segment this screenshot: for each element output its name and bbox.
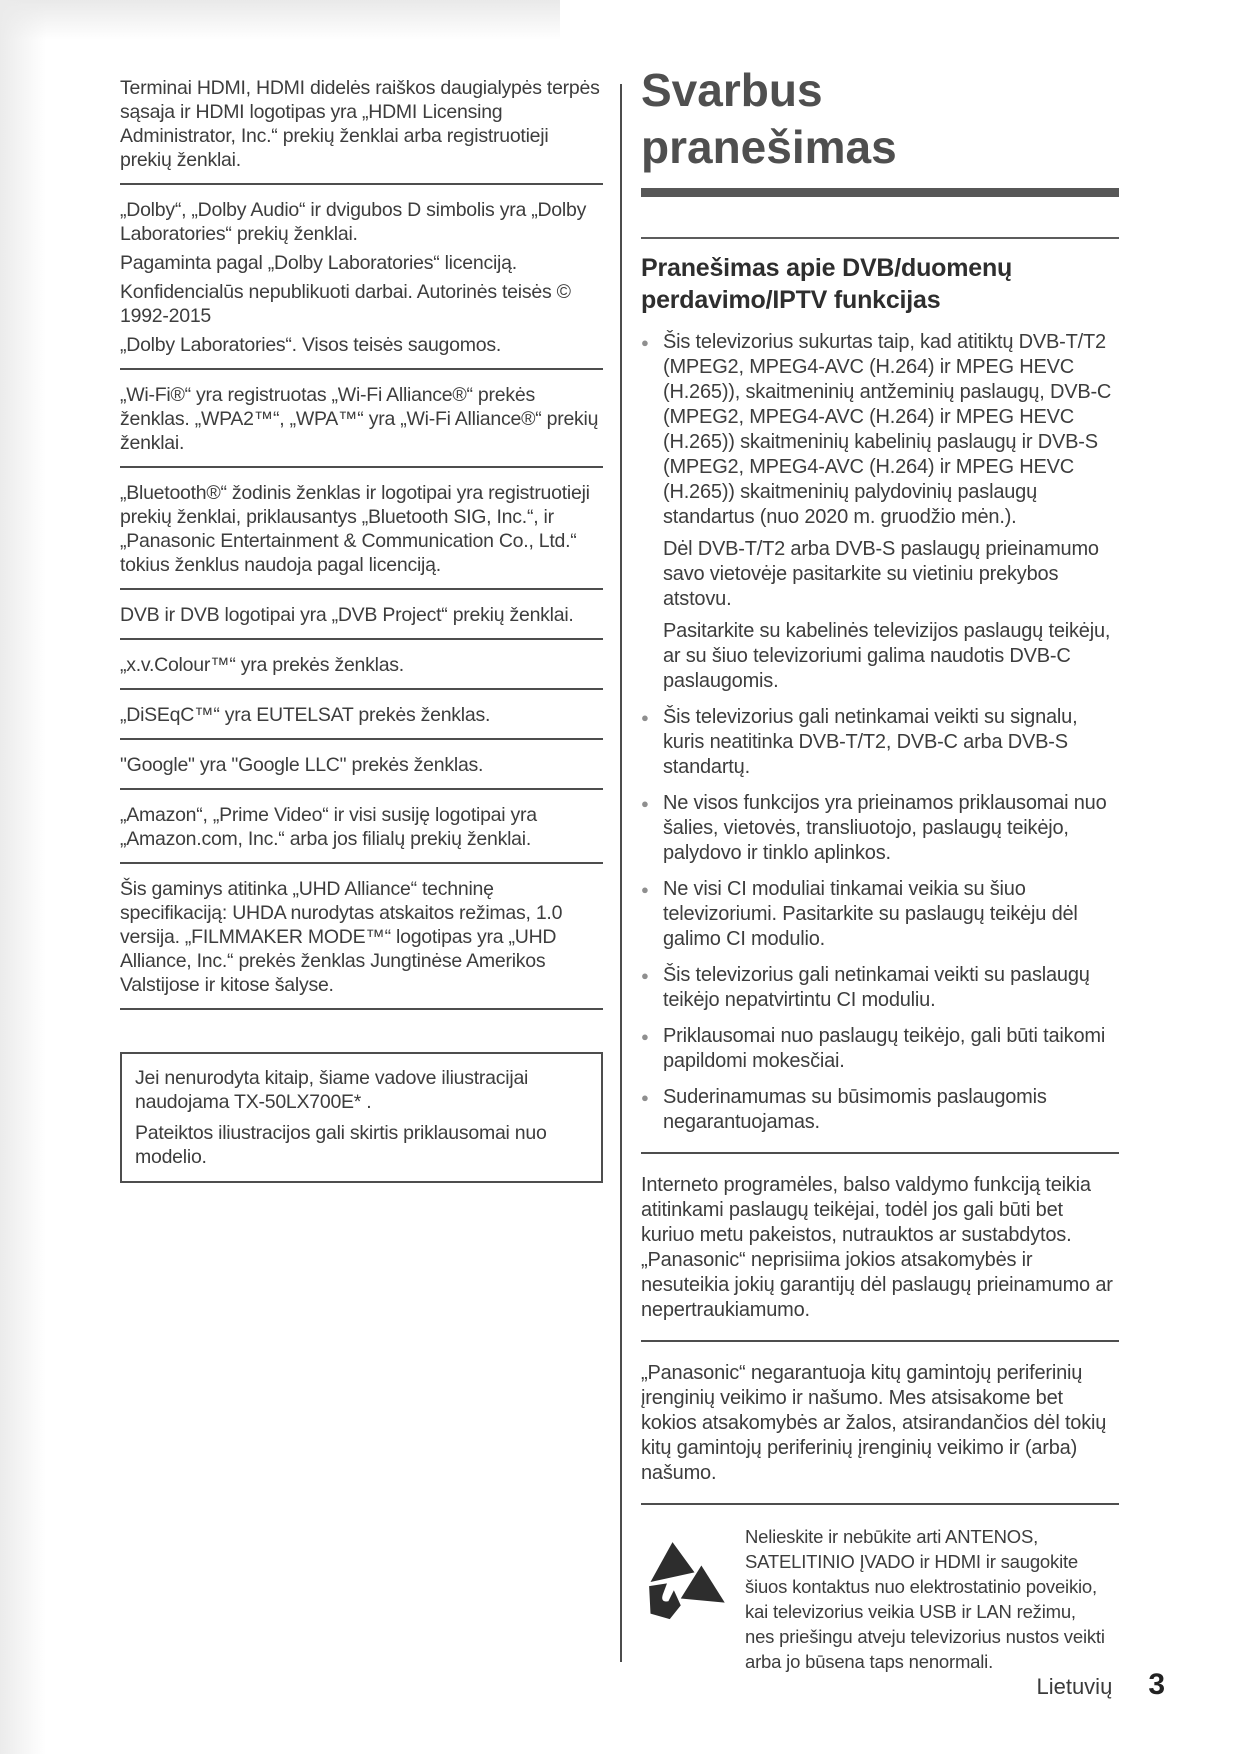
trademark-section-dvb (120, 603, 603, 627)
trademark-section-diseqc (120, 703, 603, 727)
bullet-text: Priklausomai nuo paslaugų teikėjo, gali būti taikomi papildomi mokesčiai. (663, 1025, 1106, 1072)
bullet-icon: ● (641, 1029, 649, 1044)
trademarks-column (120, 76, 603, 1183)
bullet-subtext: Pasitarkite su kabelinės televizijos paslaugų teikėju, ar su šiuo televizoriumi galima naudotis DVB-C paslaugomis. (663, 620, 1111, 692)
page-number: 3 (1148, 1668, 1165, 1701)
trademark-paragraph: Pagaminta pagal „Dolby Laboratories“ licenciją. (120, 252, 517, 274)
illustration-note-line: Jei nenurodyta kitaip, šiame vadove iliustracijai naudojama TX-50LX700E* . (135, 1067, 529, 1113)
list-item (641, 705, 1119, 780)
bullet-text: Šis televizorius sukurtas taip, kad atitiktų DVB-T/T2 (MPEG2, MPEG4-AVC (H.264) ir MPEG HEVC (H.265)), skaitmeninių antžeminių paslaugų, DVB-C (MPEG2, MPEG4-AVC (H.264) ir MPEG HEVC (H.265)) skaitmeninių kabelinių paslaugų ir DVB-S (MPEG2, MPEG4-AVC (H.264) ir MPEG HEVC (H.265)) skaitmeninių palydovinių paslaugų standartus (nuo 2020 m. gruodžio mėn.). (663, 331, 1112, 528)
section-divider (120, 1008, 603, 1010)
list-item (641, 1024, 1119, 1074)
trademark-section-amazon (120, 803, 603, 851)
section-divider (641, 1503, 1119, 1505)
bullet-text: Šis televizorius gali netinkamai veikti su signalu, kuris neatitinka DVB-T/T2, DVB-C arba DVB-S standartų. (663, 706, 1078, 778)
trademark-paragraph: „DiSEqC™“ yra EUTELSAT prekės ženklas. (120, 704, 491, 726)
bullet-icon: ● (641, 796, 649, 811)
language-label: Lietuvių (1036, 1674, 1113, 1699)
peripheral-disclaimer-paragraph: „Panasonic“ negarantuoja kitų gamintojų periferinių įrenginių veikimo ir našumo. Mes atsisakome bet kokios atsakomybės ar žalos, atsirandančios dėl tokių kitų gamintojų periferinių įrenginių veikimo ir (arba) našumo. (641, 1362, 1107, 1484)
bullet-text: Suderinamumas su būsimomis paslaugomis negarantuojamas. (663, 1086, 1047, 1133)
section-divider (120, 688, 603, 690)
section-divider (120, 183, 603, 185)
bullet-icon: ● (641, 968, 649, 983)
bullet-icon: ● (641, 1090, 649, 1105)
bullet-text: Šis televizorius gali netinkamai veikti su paslaugų teikėjo nepatvirtintu CI moduliu. (663, 964, 1090, 1011)
trademark-paragraph: „Wi-Fi®“ yra registruotas „Wi-Fi Alliance®“ prekės ženklas. „WPA2™“, „WPA™“ yra „Wi-Fi Alliance®“ prekių ženklai. (120, 384, 599, 454)
trademark-paragraph: „Bluetooth®“ žodinis ženklas ir logotipai yra registruotieji prekių ženklai, priklausantys „Bluetooth SIG, Inc.“, ir „Panasonic Entertainment & Communication Co., Ltd.“ tokius ženklus naudoja pagal licenciją. (120, 482, 590, 576)
bullet-icon: ● (641, 335, 649, 350)
scan-shading-top (0, 0, 560, 40)
list-item (641, 1085, 1119, 1135)
trademark-section-xvcolour (120, 653, 603, 677)
trademark-paragraph: "Google" yra "Google LLC" prekės ženklas. (120, 754, 484, 776)
section-divider (120, 862, 603, 864)
section-divider (641, 1340, 1119, 1342)
esd-warning-icon (645, 1536, 733, 1628)
notice-bullet-list (641, 330, 1119, 1135)
list-item (641, 963, 1119, 1013)
section-divider (120, 638, 603, 640)
list-item (641, 791, 1119, 866)
section-divider (120, 738, 603, 740)
trademark-paragraph: Šis gaminys atitinka „UHD Alliance“ techninę specifikaciją: UHDA nurodytas atskaitos režimas, 1.0 versija. „FILMMAKER MODE™“ logotipas yra „UHD Alliance, Inc.“ prekės ženklas Jungtinėse Amerikos Valstijose ir kitose šalyse. (120, 878, 563, 996)
page-footer (1036, 1668, 1165, 1702)
trademark-section-wifi (120, 383, 603, 455)
section-divider (120, 788, 603, 790)
section-divider (120, 588, 603, 590)
internet-services-paragraph: Interneto programėles, balso valdymo funkciją teikia atitinkami paslaugų teikėjai, todėl jos gali būti bet kuriuo metu pakeistos, nutrauktos ar sustabdytos. „Panasonic“ neprisiima jokios atsakomybės ir nesuteikia jokių garantijų dėl paslaugų prieinamumo ar nepertraukiamumo. (641, 1174, 1113, 1321)
bullet-text: Ne visi CI moduliai tinkamai veikia su šiuo televizoriumi. Pasitarkite su paslaugų teikėju dėl galimo CI modulio. (663, 878, 1078, 950)
heading-rule (641, 237, 1119, 239)
trademark-paragraph: „Dolby“, „Dolby Audio“ ir dvigubos D simbolis yra „Dolby Laboratories“ prekių ženklai. (120, 199, 587, 245)
trademark-section-google (120, 753, 603, 777)
esd-warning-text: Nelieskite ir nebūkite arti ANTENOS, SATELITINIO ĮVADO ir HDMI ir saugokite šiuos kontaktus nuo elektrostatinio poveikio, kai televizorius veikia USB ir LAN režimu, nes priešingu atveju televizorius nustos veikti arba jo būsena taps nenormali. (745, 1526, 1105, 1672)
trademark-paragraph: DVB ir DVB logotipai yra „DVB Project“ prekių ženklai. (120, 604, 574, 626)
trademark-paragraph: „Dolby Laboratories“. Visos teisės saugomos. (120, 334, 501, 356)
section-divider (120, 466, 603, 468)
column-divider (620, 84, 622, 1662)
section-divider (641, 1152, 1119, 1154)
bullet-text: Ne visos funkcijos yra prieinamos priklausomai nuo šalies, vietovės, transliuotojo, paslaugų teikėjo, palydovo ir tinklo aplinkos. (663, 792, 1107, 864)
esd-warning-block (641, 1524, 1119, 1674)
trademark-paragraph: Konfidencialūs nepublikuoti darbai. Autorinės teisės © 1992-2015 (120, 281, 571, 327)
page-title: Svarbus pranešimas (641, 64, 897, 173)
list-item (641, 330, 1119, 694)
trademark-paragraph: „x.v.Colour™“ yra prekės ženklas. (120, 654, 404, 676)
illustration-note-box (120, 1052, 603, 1183)
illustration-note-line: Pateiktos iliustracijos gali skirtis priklausomai nuo modelio. (135, 1122, 547, 1168)
trademark-paragraph: „Amazon“, „Prime Video“ ir visi susiję logotipai yra „Amazon.com, Inc.“ arba jos filialų prekių ženklai. (120, 804, 537, 850)
bullet-icon: ● (641, 882, 649, 897)
notice-column (641, 62, 1119, 1674)
section-divider (120, 368, 603, 370)
section-heading: Pranešimas apie DVB/duomenų perdavimo/IPTV funkcijas (641, 254, 1013, 314)
title-underline-bar (641, 188, 1119, 197)
list-item (641, 877, 1119, 952)
trademark-paragraph: Terminai HDMI, HDMI didelės raiškos daugialypės terpės sąsaja ir HDMI logotipas yra „HDMI Licensing Administrator, Inc.“ prekių ženklai arba registruotieji prekių ženklai. (120, 77, 600, 171)
bullet-icon: ● (641, 710, 649, 725)
trademark-section-bluetooth (120, 481, 603, 577)
scan-shading-left (0, 0, 46, 1754)
trademark-section-hdmi (120, 76, 603, 172)
trademark-section-dolby (120, 198, 603, 357)
trademark-section-uhd-alliance (120, 877, 603, 997)
bullet-subtext: Dėl DVB-T/T2 arba DVB-S paslaugų prieinamumo savo vietovėje pasitarkite su vietiniu prekybos atstovu. (663, 538, 1099, 610)
